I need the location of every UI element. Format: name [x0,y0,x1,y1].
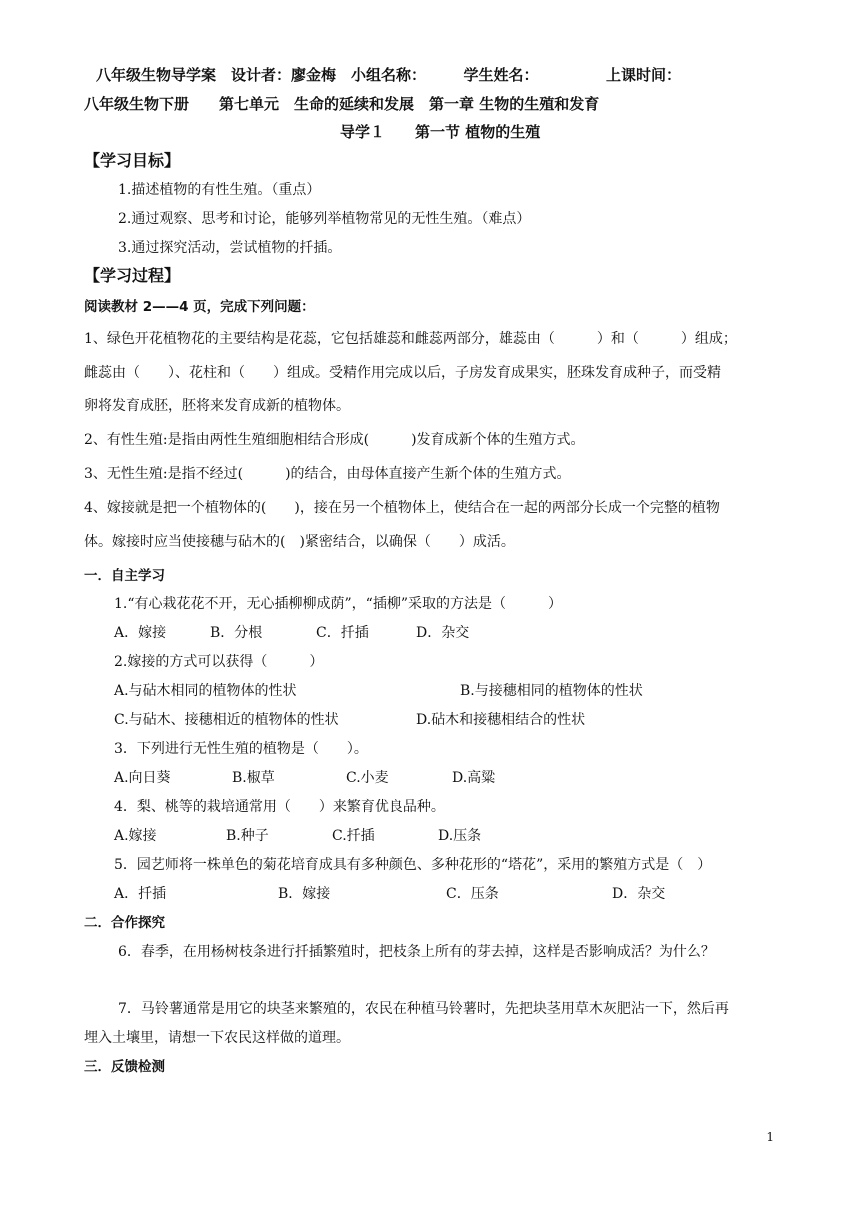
objective-item: 3.通过探究活动，尝试植物的扦插。 [118,240,342,256]
cooperation-question-7-line-2: 埋入土壤里，请想一下农民这样做的道理。 [84,1030,350,1046]
option-d: D.高粱 [452,770,496,786]
option-c: C.小麦 [346,770,389,786]
objectives-heading: 【学习目标】 [84,151,181,170]
question-3: 3、无性生殖:是指不经过( )的结合，由母体直接产生新个体的生殖方式。 [84,466,571,482]
self-study-question-1: 1.“有心栽花花不开，无心插柳柳成荫”，“插柳”采取的方法是（ ） [114,596,562,612]
option-b: B．分根 [210,625,263,641]
self-study-question-2: 2.嫁接的方式可以获得（ ） [114,654,324,670]
objective-item: 1.描述植物的有性生殖。（重点） [118,182,321,198]
self-study-question-5: 5．园艺师将一株单色的菊花培育成具有多种颜色、多种花形的“塔花”，采用的繁殖方式是（ ） [114,857,712,873]
cooperation-heading: 二．合作探究 [84,915,165,931]
header-line-3: 导学１ 第一节 植物的生殖 [340,123,541,141]
self-study-question-4: 4．梨、桃等的栽培通常用（ ）来繁育优良品种。 [114,799,445,815]
option-d: D．杂交 [416,625,470,641]
header-line-2: 八年级生物下册 第七单元 生命的延续和发展 第一章 生物的生殖和发育 [84,95,600,113]
option-c: C．压条 [446,886,499,902]
option-a: A.与砧木相同的植物体的性状 [114,683,297,699]
page-number: 1 [766,1130,774,1144]
question-2: 2、有性生殖:是指由两性生殖细胞相结合形成( )发育成新个体的生殖方式。 [84,432,585,448]
feedback-heading: 三．反馈检测 [84,1059,165,1075]
process-heading: 【学习过程】 [84,266,181,285]
self-study-question-3: 3．下列进行无性生殖的植物是（ ）。 [114,741,368,757]
option-a: A．扦插 [114,886,167,902]
cooperation-question-7-line-1: 7．马铃薯通常是用它的块茎来繁殖的，农民在种植马铃薯时，先把块茎用草木灰肥沾一下，然后再 [118,1001,729,1017]
option-a: A．嫁接 [114,625,167,641]
question-4-line-1: 4、嫁接就是把一个植物体的( )，接在另一个植物体上，使结合在一起的两部分长成一个完整的植物 [84,500,720,516]
option-d: D.压条 [438,828,482,844]
option-a: A.向日葵 [114,770,171,786]
option-b: B.椒草 [232,770,275,786]
reading-instruction: 阅读教材 2——4 页，完成下列问题： [84,299,315,315]
question-1-line-3: 卵将发育成胚，胚将来发育成新的植物体。 [84,398,350,414]
self-study-heading: 一．自主学习 [84,568,165,584]
option-d: D．杂交 [612,886,666,902]
objective-item: 2.通过观察、思考和讨论，能够列举植物常见的无性生殖。（难点） [118,211,531,227]
option-b: B．嫁接 [278,886,331,902]
option-b: B.种子 [226,828,269,844]
option-b: B.与接穗相同的植物体的性状 [460,683,643,699]
cooperation-question-6: 6．春季，在用杨树枝条进行扦插繁殖时，把枝条上所有的芽去掉，这样是否影响成活？为什么？ [118,944,715,960]
question-1-line-1: 1、绿色开花植物花的主要结构是花蕊，它包括雄蕊和雌蕊两部分，雄蕊由（ ）和（ ）组成； [84,331,737,347]
question-4-line-2: 体。嫁接时应当使接穗与砧木的( )紧密结合，以确保（ ）成活。 [84,534,515,550]
option-a: A.嫁接 [114,828,157,844]
option-d: D.砧木和接穗相结合的性状 [416,712,586,728]
question-1-line-2: 雌蕊由（ ）、花柱和（ ）组成。受精作用完成以后，子房发育成果实，胚珠发育成种子，而受精 [84,365,721,381]
option-c: C．扦插 [316,625,369,641]
option-c: C.与砧木、接穗相近的植物体的性状 [114,712,339,728]
header-line-1: 八年级生物导学案 设计者：廖金梅 小组名称： 学生姓名： 上课时间： [96,66,682,84]
option-c: C.扦插 [332,828,375,844]
